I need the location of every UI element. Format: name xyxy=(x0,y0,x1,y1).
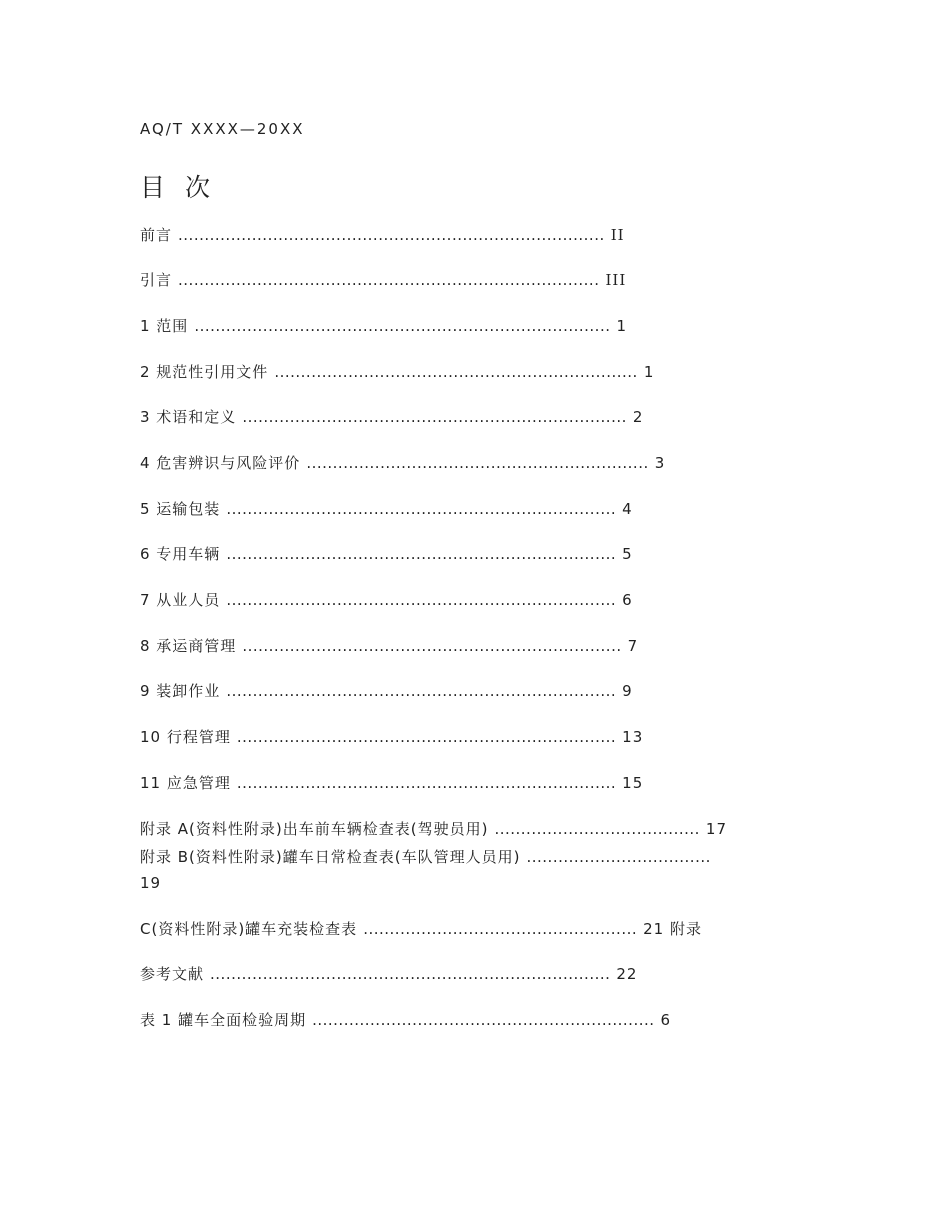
toc-entry-label: 10 行程管理 xyxy=(140,728,231,746)
toc-entry-label: 4 危害辨识与风险评价 xyxy=(140,454,301,472)
toc-entry-page: 21 xyxy=(643,920,665,938)
toc-entry-page: II xyxy=(610,226,625,244)
toc-leader-dots: .......................................................................... xyxy=(226,545,617,563)
toc-entry-label: 7 从业人员 xyxy=(140,591,221,609)
toc-leader-dots: ................................................................. xyxy=(306,454,649,472)
toc-entry-introduction[interactable] xyxy=(140,271,626,289)
toc-leader-dots: ........................................................................ xyxy=(242,637,622,655)
toc-entry-page: 2 xyxy=(632,408,644,426)
toc-entry-personnel[interactable] xyxy=(140,591,633,609)
toc-entry-appendix-b[interactable] xyxy=(140,848,717,866)
toc-entry-suffix: 附录 xyxy=(670,920,703,938)
toc-entry-label: C(资料性附录)罐车充装检查表 xyxy=(140,920,358,938)
toc-entry-page: 9 xyxy=(622,682,633,700)
toc-entry-hazard-identification[interactable] xyxy=(140,454,665,472)
toc-entry-table-1[interactable] xyxy=(140,1011,671,1029)
toc-leader-dots: ........................................................................ xyxy=(236,774,617,792)
toc-leader-dots: ......................................................................... xyxy=(242,408,627,426)
document-code: AQ/T XXXX—20XX xyxy=(140,120,305,138)
toc-entry-page: 1 xyxy=(616,317,628,335)
toc-entry-page: 5 xyxy=(622,545,633,563)
toc-leader-dots: ............................................................................... xyxy=(194,317,611,335)
toc-leader-dots: .......................................................................... xyxy=(226,682,617,700)
toc-leader-dots: ............................................................................ xyxy=(210,965,611,983)
toc-entry-appendix-c[interactable] xyxy=(140,920,702,938)
toc-leader-dots: .......................................................................... xyxy=(226,500,617,518)
toc-entry-page: 3 xyxy=(654,454,666,472)
toc-entry-appendix-a[interactable] xyxy=(140,820,727,838)
toc-entry-label: 附录 B(资料性附录)罐车日常检查表(车队管理人员用) xyxy=(140,848,521,866)
toc-entry-page: 6 xyxy=(622,591,633,609)
toc-entry-label: 1 范围 xyxy=(140,317,189,335)
toc-entry-label: 6 专用车辆 xyxy=(140,545,221,563)
toc-leader-dots: ....................................... xyxy=(494,820,700,838)
toc-entry-page: 7 xyxy=(627,637,639,655)
toc-leader-dots: ................................................................................. xyxy=(178,226,605,244)
toc-entry-label: 附录 A(资料性附录)出车前车辆检查表(驾驶员用) xyxy=(140,820,489,838)
toc-entry-label: 引言 xyxy=(140,271,173,289)
toc-entry-carrier-management[interactable] xyxy=(140,637,638,655)
toc-entry-loading-unloading[interactable] xyxy=(140,682,633,700)
toc-entry-label: 表 1 罐车全面检验周期 xyxy=(140,1011,307,1029)
toc-entry-label: 11 应急管理 xyxy=(140,774,231,792)
toc-entry-page: 13 xyxy=(622,728,644,746)
toc-leader-dots: .................................................... xyxy=(363,920,638,938)
toc-entry-label: 5 运输包装 xyxy=(140,500,221,518)
toc-leader-dots: ................................... xyxy=(526,848,711,866)
toc-entry-page: 17 xyxy=(705,820,728,838)
toc-entry-label: 8 承运商管理 xyxy=(140,637,237,655)
toc-entry-page: 19 xyxy=(140,874,162,892)
toc-leader-dots: ........................................................................ xyxy=(236,728,617,746)
toc-entry-special-vehicles[interactable] xyxy=(140,545,633,563)
toc-leader-dots: ..................................................................... xyxy=(274,363,638,381)
toc-entry-foreword[interactable] xyxy=(140,226,625,244)
toc-entry-emergency-management[interactable] xyxy=(140,774,643,792)
toc-entry-label: 2 规范性引用文件 xyxy=(140,363,269,381)
toc-entry-normative-references[interactable] xyxy=(140,363,654,381)
toc-entry-label: 9 装卸作业 xyxy=(140,682,221,700)
toc-entry-transport-packaging[interactable] xyxy=(140,500,633,518)
toc-entry-label: 3 术语和定义 xyxy=(140,408,237,426)
toc-entry-page: 15 xyxy=(622,774,644,792)
toc-entry-label: 参考文献 xyxy=(140,965,205,983)
toc-entry-scope[interactable] xyxy=(140,317,627,335)
toc-entry-trip-management[interactable] xyxy=(140,728,643,746)
toc-entry-bibliography[interactable] xyxy=(140,965,637,983)
toc-entry-page: 4 xyxy=(622,500,633,518)
toc-entry-page: 22 xyxy=(616,965,638,983)
toc-entry-page: III xyxy=(605,271,627,289)
toc-leader-dots: ................................................................. xyxy=(312,1011,655,1029)
toc-entry-appendix-b-page[interactable] xyxy=(140,874,161,892)
toc-title: 目 次 xyxy=(140,173,216,202)
toc-entry-page: 6 xyxy=(660,1011,672,1029)
toc-entry-terms-definitions[interactable] xyxy=(140,408,643,426)
toc-leader-dots: ................................................................................ xyxy=(178,271,600,289)
toc-leader-dots: .......................................................................... xyxy=(226,591,617,609)
toc-entry-label: 前言 xyxy=(140,226,173,244)
toc-entry-page: 1 xyxy=(643,363,655,381)
